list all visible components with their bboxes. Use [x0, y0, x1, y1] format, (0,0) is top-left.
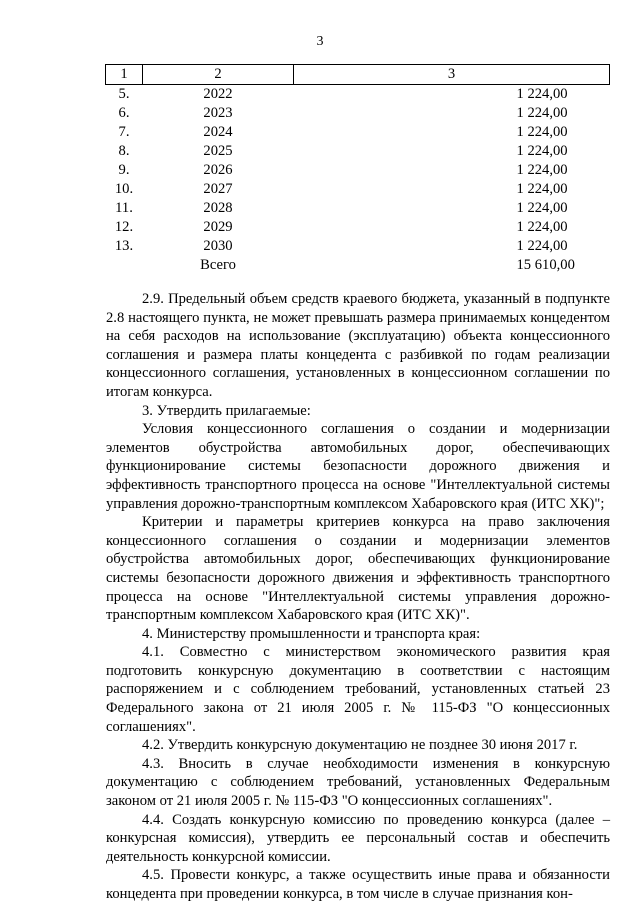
table-row: [106, 180, 610, 199]
total-label: Всего: [200, 257, 236, 273]
table-row: [106, 85, 610, 105]
row-value: 1 224,00: [516, 200, 568, 216]
paragraph-2-9: 2.9. Предельный объем средств краевого бюджета, указанный в подпункте 2.8 настоящего пункта, не может превышать размера принимаемых концедентом на себя расходов на использование (эксплуатацию) объекта концессионного соглашения и размера платы концедента с разбивкой по годам реализации концессионного соглашения, установленных в концессионном соглашении по итогам конкурса.: [106, 291, 610, 400]
row-year: 2023: [203, 105, 233, 121]
row-number: 6.: [118, 105, 130, 121]
row-value: 1 224,00: [516, 238, 568, 254]
row-value: 1 224,00: [516, 143, 568, 159]
row-number: 12.: [114, 219, 134, 235]
table-row: [106, 218, 610, 237]
row-number: 11.: [115, 200, 133, 216]
table-row: [106, 199, 610, 218]
row-number: 7.: [118, 124, 130, 140]
row-number: 5.: [118, 86, 130, 102]
table-header-cell: 3: [294, 65, 610, 85]
paragraph-3-conditions: Условия концессионного соглашения о создании и модернизации элементов обустройства автомобильных дорог, обеспечивающих функционирование системы безопасности дорожного движения и эффективность транспортного процесса на основе "Интеллектуальной системы управления дорожно-транспортным комплексом Хабаровского края (ИТС ХК)";: [106, 421, 610, 512]
row-year: 2029: [203, 219, 233, 235]
row-year: 2030: [203, 238, 233, 254]
paragraph-3: 3. Утвердить прилагаемые:: [142, 402, 311, 419]
paragraph-3-criteria: Критерии и параметры критериев конкурса на право заключения концессионного соглашения о создании и модернизации элементов обустройства автомобильных дорог, обеспечивающих функционирование системы безопасности дорожного движения и эффективность транспортного процесса на основе "Интеллектуальной системы управления дорожно-транспортным комплексом Хабаровского края (ИТС ХК)".: [106, 514, 610, 624]
paragraph-4-3: 4.3. Вносить в случае необходимости изменения в конкурсную документацию с соблюдением требований, установленных Федеральным законом от 21 июля 2005 г. № 115-ФЗ "О концессионных соглашениях".: [106, 755, 610, 810]
paragraph-4: 4. Министерству промышленности и транспорта края:: [142, 625, 481, 642]
page-number: 3: [316, 34, 324, 49]
table-header-cell: 2: [143, 65, 294, 85]
row-year: 2025: [203, 143, 233, 159]
table-row: [106, 237, 610, 256]
table-header-row: [106, 65, 610, 85]
row-year: 2024: [203, 124, 233, 140]
payment-schedule-table: [105, 64, 610, 275]
document-body: [106, 290, 610, 904]
paragraph-4-2: 4.2. Утвердить конкурсную документацию не позднее 30 июня 2017 г.: [142, 737, 578, 754]
paragraph-4-1: 4.1. Совместно с министерством экономического развития края подготовить конкурсную документацию в соответствии с настоящим распоряжением и с соблюдением требований, установленных статьей 23 Федерального закона от 21 июля 2005 г. № 115-ФЗ "О концессионных соглашениях".: [106, 644, 610, 735]
row-number: 8.: [118, 143, 130, 159]
table-row: [106, 161, 610, 180]
paragraph-4-4: 4.4. Создать конкурсную комиссию по проведению конкурса (далее – конкурсная комиссия), утвердить ее персональный состав и обеспечить деятельность конкурсной комиссии.: [106, 811, 610, 865]
row-value: 1 224,00: [516, 86, 568, 102]
row-value: 1 224,00: [516, 219, 568, 235]
row-value: 1 224,00: [516, 162, 568, 178]
table-row: [106, 142, 610, 161]
row-value: 1 224,00: [516, 181, 568, 197]
row-number: 13.: [114, 238, 134, 254]
row-year: 2022: [203, 86, 233, 102]
row-year: 2027: [203, 181, 233, 197]
row-value: 1 224,00: [516, 124, 568, 140]
table-header-cell: 1: [106, 65, 143, 85]
table-row: [106, 104, 610, 123]
row-number: 10.: [114, 181, 134, 197]
row-year: 2028: [203, 200, 233, 216]
row-year: 2026: [203, 162, 233, 178]
row-value: 1 224,00: [516, 105, 568, 121]
table-row: [106, 123, 610, 142]
total-value: 15 610,00: [516, 257, 575, 273]
paragraph-4-5: 4.5. Провести конкурс, а также осуществить иные права и обязанности концедента при проведении конкурса, в том числе в случае признания кон-: [106, 867, 610, 902]
row-number: 9.: [118, 162, 130, 178]
table-total-row: [106, 256, 610, 275]
